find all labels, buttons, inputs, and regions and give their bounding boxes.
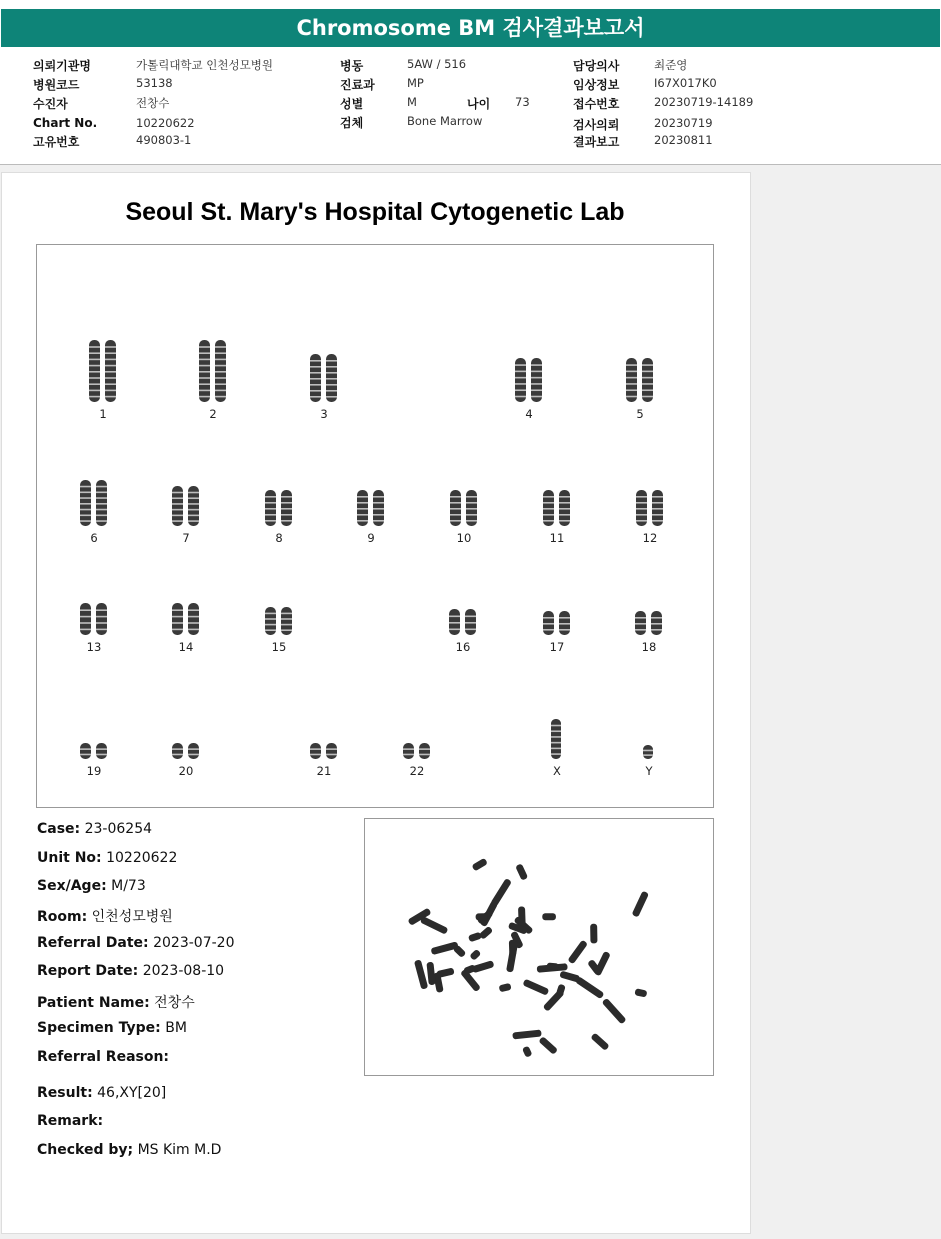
info-room: Room: 인천성모병원 (37, 909, 173, 925)
metaphase-chromosome (567, 940, 588, 965)
chromosome-pair-image (191, 339, 235, 403)
chromosome-pair-image (302, 353, 346, 403)
field-label-patient: 수진자 (33, 97, 68, 111)
chromosome-label: 4 (525, 407, 533, 421)
chromosome-label: 13 (86, 640, 102, 654)
field-label-accession-no: 접수번호 (573, 97, 620, 111)
chromosome-label: 2 (209, 407, 217, 421)
metaphase-chromosome (512, 1030, 541, 1040)
chromosome-pair-image (442, 489, 486, 527)
field-value-patient: 전창수 (136, 96, 170, 110)
chromosome-label: 3 (320, 407, 328, 421)
chromosome-pair-image (618, 357, 662, 403)
field-value-sex: M (407, 95, 417, 109)
metaphase-chromosome (468, 932, 482, 943)
field-label-request-date: 검사의뢰 (573, 118, 620, 132)
chromosome-pair-image (72, 602, 116, 636)
metaphase-chromosome (538, 1036, 558, 1055)
field-value-physician: 최준영 (654, 58, 688, 72)
field-label-physician: 담당의사 (573, 59, 620, 73)
chromosome-label: 15 (271, 640, 287, 654)
metaphase-chromosome (522, 1046, 533, 1058)
chromosome-pair-image (627, 744, 671, 760)
chromosome-pair-image (257, 606, 301, 636)
field-label-unique-no: 고유번호 (33, 135, 80, 149)
field-label-report-date: 결과보고 (573, 135, 620, 149)
chromosome-pair-image (164, 742, 208, 760)
metaphase-chromosome (499, 983, 512, 992)
chromosome-pair-image (257, 489, 301, 527)
chromosome-pair-image (164, 485, 208, 527)
info-unit-no: Unit No: 10220622 (37, 850, 178, 866)
chromosome-pair-image (535, 718, 579, 760)
field-value-accession-no: 20230719-14189 (654, 95, 754, 109)
metaphase-chromosome (634, 988, 647, 997)
chromosome-label: Y (645, 764, 653, 778)
info-checked-by: Checked by; MS Kim M.D (37, 1142, 222, 1158)
field-label-sex: 성별 (340, 97, 364, 111)
chromosome-label: 21 (316, 764, 332, 778)
info-result: Result: 46,XY[20] (37, 1085, 167, 1101)
chromosome-label: 18 (641, 640, 657, 654)
chromosome-label: 10 (456, 531, 472, 545)
info-report-date: Report Date: 2023-08-10 (37, 963, 225, 979)
metaphase-image (364, 818, 714, 1076)
field-label-specimen: 검체 (340, 116, 364, 130)
chromosome-pair-image (535, 610, 579, 636)
chromosome-pair-image (164, 602, 208, 636)
metaphase-chromosome (426, 962, 435, 986)
metaphase-chromosome (602, 998, 627, 1025)
metaphase-chromosome (472, 960, 495, 973)
metaphase-chromosome (522, 979, 549, 996)
chromosome-label: 22 (409, 764, 425, 778)
chromosome-label: 11 (549, 531, 565, 545)
field-label-department: 진료과 (340, 78, 375, 92)
chromosome-label: 5 (636, 407, 644, 421)
chromosome-label: 19 (86, 764, 102, 778)
chromosome-label: X (553, 764, 561, 778)
metaphase-chromosome (590, 1032, 609, 1050)
metaphase-chromosome (420, 916, 449, 935)
field-label-chart-no: Chart No. (33, 116, 98, 130)
chromosome-label: 8 (275, 531, 283, 545)
chromosome-pair-image (81, 339, 125, 403)
metaphase-chromosome (575, 976, 605, 999)
metaphase-chromosome (469, 949, 481, 961)
chromosome-pair-image (72, 742, 116, 760)
chromosome-pair-image (628, 489, 672, 527)
info-patient-name: Patient Name: 전창수 (37, 995, 195, 1011)
metaphase-chromosome (590, 924, 597, 944)
field-value-report-date: 20230811 (654, 133, 713, 147)
field-value-chart-no: 10220622 (136, 116, 195, 130)
chromosome-label: 7 (182, 531, 190, 545)
info-specimen-type: Specimen Type: BM (37, 1020, 187, 1036)
chromosome-label: 9 (367, 531, 375, 545)
info-referral-date: Referral Date: 2023-07-20 (37, 935, 235, 951)
field-value-unique-no: 490803-1 (136, 133, 192, 147)
field-label-clinical-info: 임상정보 (573, 78, 620, 92)
chromosome-pair-image (72, 479, 116, 527)
report-header (0, 0, 941, 165)
metaphase-chromosome (471, 858, 488, 872)
chromosome-pair-image (441, 608, 485, 636)
chromosome-label: 20 (178, 764, 194, 778)
field-value-institution: 가톨릭대학교 인천성모병원 (136, 58, 273, 72)
chromosome-pair-image (349, 489, 393, 527)
info-case: Case: 23-06254 (37, 821, 153, 837)
field-label-age: 나이 (467, 97, 491, 111)
field-value-ward: 5AW / 516 (407, 57, 467, 71)
chromosome-pair-image (535, 489, 579, 527)
chromosome-pair-image (507, 357, 551, 403)
chromosome-label: 17 (549, 640, 565, 654)
chromosome-label: 6 (90, 531, 98, 545)
chromosome-pair-image (395, 742, 439, 760)
metaphase-chromosome (632, 891, 650, 918)
metaphase-chromosome (490, 878, 512, 907)
karyotype-panel (36, 244, 714, 808)
info-sex-age: Sex/Age: M/73 (37, 878, 146, 894)
field-value-request-date: 20230719 (654, 116, 713, 130)
chromosome-label: 12 (642, 531, 658, 545)
field-label-hospital-code: 병원코드 (33, 78, 80, 92)
field-label-ward: 병동 (340, 59, 364, 73)
report-title: Chromosome BM 검사결과보고서 (1, 9, 940, 47)
field-value-clinical-info: I67X017K0 (654, 76, 717, 90)
metaphase-chromosome (547, 963, 559, 971)
metaphase-chromosome (506, 940, 518, 972)
chromosome-label: 1 (99, 407, 107, 421)
metaphase-chromosome (475, 913, 487, 920)
chromosome-label: 14 (178, 640, 194, 654)
metaphase-chromosome (559, 970, 580, 982)
metaphase-chromosome (542, 913, 556, 920)
metaphase-chromosome (436, 967, 455, 978)
chromosome-pair-image (627, 610, 671, 636)
metaphase-spread (365, 819, 713, 1075)
field-value-hospital-code: 53138 (136, 76, 173, 90)
lab-title: Seoul St. Mary's Hospital Cytogenetic Lab (125, 198, 625, 226)
field-value-specimen: Bone Marrow (407, 114, 483, 128)
metaphase-chromosome (430, 941, 458, 955)
metaphase-chromosome (515, 863, 528, 880)
metaphase-chromosome (414, 959, 428, 989)
info-remark: Remark: (37, 1113, 104, 1129)
info-referral-reason: Referral Reason: (37, 1049, 170, 1065)
field-value-department: MP (407, 76, 424, 90)
chromosome-pair-image (302, 742, 346, 760)
chromosome-label: 16 (455, 640, 471, 654)
field-value-age: 73 (515, 95, 530, 109)
field-label-institution: 의뢰기관명 (33, 59, 91, 73)
